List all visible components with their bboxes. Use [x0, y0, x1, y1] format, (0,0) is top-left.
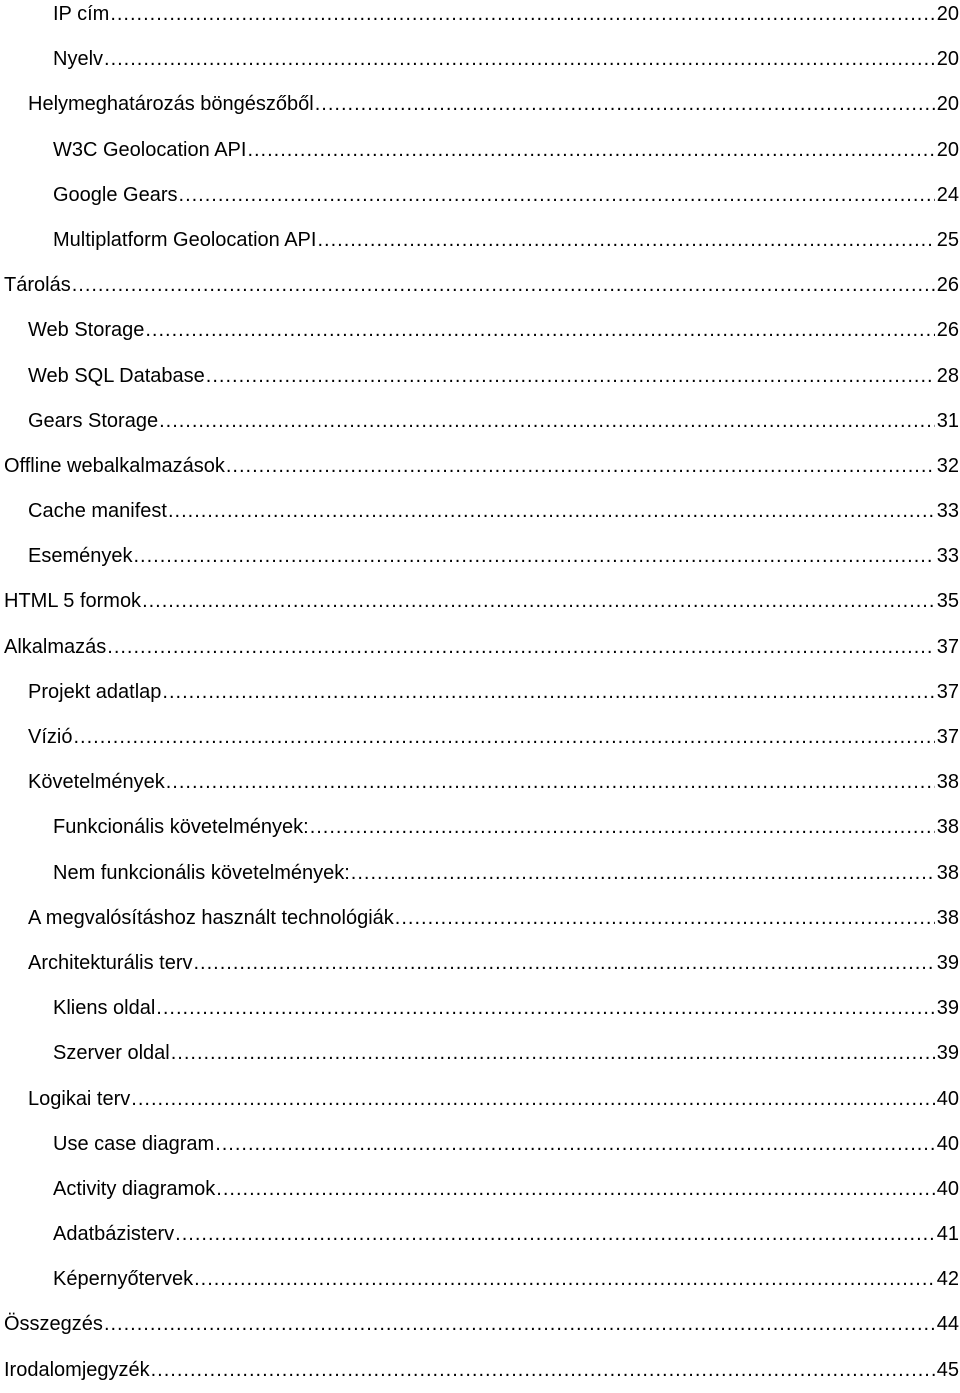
toc-entry-page: 40 — [936, 1132, 959, 1155]
toc-entry-title: Nem funkcionális követelmények: — [53, 861, 350, 884]
toc-entry-page: 45 — [936, 1358, 959, 1381]
toc-entry-page: 37 — [936, 680, 959, 703]
toc-entry[interactable] — [4, 1031, 959, 1076]
dot-leader — [162, 670, 934, 715]
toc-entry-page: 39 — [936, 951, 959, 974]
toc-entry-page: 40 — [936, 1177, 959, 1200]
dot-leader — [145, 308, 934, 353]
dot-leader — [206, 354, 935, 399]
dot-leader — [226, 444, 935, 489]
toc-entry-title: Offline webalkalmazások — [4, 454, 225, 477]
toc-entry-title: Multiplatform Geolocation API — [53, 228, 317, 251]
toc-entry-page: 44 — [936, 1313, 959, 1336]
toc-entry[interactable] — [4, 82, 959, 127]
dot-leader — [310, 805, 935, 850]
toc-entry-page: 38 — [936, 816, 959, 839]
toc-entry-title: Adatbázisterv — [53, 1223, 175, 1246]
toc-entry-title: Web SQL Database — [28, 364, 205, 387]
toc-entry[interactable] — [4, 1077, 959, 1122]
toc-entry-title: HTML 5 formok — [4, 590, 142, 613]
toc-entry-page: 26 — [936, 319, 959, 342]
toc-entry-page: 42 — [936, 1268, 959, 1291]
toc-entry-page: 20 — [936, 138, 959, 161]
toc-entry-page: 20 — [936, 48, 959, 71]
toc-entry[interactable] — [4, 308, 959, 353]
toc-entry[interactable] — [4, 534, 959, 579]
toc-entry-page: 38 — [936, 861, 959, 884]
dot-leader — [110, 0, 934, 37]
toc-entry-page: 41 — [936, 1223, 959, 1246]
toc-entry[interactable] — [4, 805, 959, 850]
dot-leader — [215, 1122, 935, 1167]
toc-entry-page: 24 — [936, 183, 959, 206]
table-of-contents — [4, 0, 959, 1393]
dot-leader — [315, 82, 935, 127]
toc-entry[interactable] — [4, 37, 959, 82]
toc-entry[interactable] — [4, 0, 959, 37]
dot-leader — [171, 1031, 935, 1076]
toc-entry[interactable] — [4, 1212, 959, 1257]
toc-entry-title: Alkalmazás — [4, 635, 107, 658]
dot-leader — [216, 1167, 934, 1212]
toc-entry-page: 28 — [936, 364, 959, 387]
dot-leader — [134, 534, 935, 579]
toc-entry-title: IP cím — [53, 3, 110, 25]
toc-entry[interactable] — [4, 354, 959, 399]
dot-leader — [104, 1302, 935, 1347]
toc-entry-page: 37 — [936, 635, 959, 658]
dot-leader — [395, 896, 935, 941]
toc-entry[interactable] — [4, 489, 959, 534]
toc-entry-page: 38 — [936, 771, 959, 794]
toc-entry-title: Gears Storage — [28, 409, 159, 432]
toc-entry-title: Use case diagram — [53, 1132, 215, 1155]
toc-entry-title: Helymeghatározás böngészőből — [28, 93, 314, 116]
toc-entry-page: 37 — [936, 726, 959, 748]
toc-entry-title: Képernyőtervek — [53, 1268, 194, 1291]
toc-entry[interactable] — [4, 1257, 959, 1302]
toc-entry-title: Kliens oldal — [53, 997, 156, 1020]
dot-leader — [175, 1212, 935, 1257]
dot-leader — [156, 986, 934, 1031]
dot-leader — [131, 1077, 934, 1122]
dot-leader — [351, 851, 935, 896]
toc-entry-title: A megvalósításhoz használt technológiák — [28, 906, 394, 929]
toc-entry-title: Google Gears — [53, 183, 178, 206]
toc-entry[interactable] — [4, 625, 959, 670]
toc-entry[interactable] — [4, 851, 959, 896]
toc-entry-title: Irodalomjegyzék — [4, 1358, 150, 1381]
dot-leader — [179, 173, 935, 218]
toc-entry[interactable] — [4, 1302, 959, 1347]
toc-entry-title: Nyelv — [53, 48, 104, 71]
toc-entry-page: 31 — [936, 409, 959, 432]
toc-entry[interactable] — [4, 579, 959, 624]
toc-entry-page: 20 — [936, 93, 959, 116]
toc-entry[interactable] — [4, 444, 959, 489]
toc-entry-title: Projekt adatlap — [28, 680, 162, 703]
toc-entry[interactable] — [4, 941, 959, 986]
dot-leader — [104, 37, 935, 82]
dot-leader — [194, 1257, 935, 1302]
toc-entry[interactable] — [4, 218, 959, 263]
toc-entry[interactable] — [4, 986, 959, 1031]
dot-leader — [166, 760, 935, 805]
toc-entry[interactable] — [4, 670, 959, 715]
toc-entry-title: Események — [28, 545, 133, 568]
toc-entry-title: Cache manifest — [28, 500, 167, 523]
dot-leader — [151, 1348, 935, 1393]
toc-entry-page: 33 — [936, 500, 959, 523]
toc-entry[interactable] — [4, 128, 959, 173]
toc-entry-title: Logikai terv — [28, 1087, 131, 1110]
dot-leader — [247, 128, 934, 173]
toc-entry-page: 25 — [936, 228, 959, 251]
toc-entry[interactable] — [4, 1122, 959, 1167]
dot-leader — [107, 625, 934, 670]
dot-leader — [194, 941, 935, 986]
toc-entry-title: W3C Geolocation API — [53, 138, 247, 161]
toc-entry[interactable] — [4, 1167, 959, 1212]
toc-entry[interactable] — [4, 1348, 959, 1393]
toc-entry-title: Összegzés — [4, 1313, 103, 1336]
dot-leader — [159, 399, 935, 444]
toc-entry-title: Architekturális terv — [28, 951, 193, 974]
toc-entry[interactable] — [4, 173, 959, 218]
toc-entry[interactable] — [4, 715, 959, 760]
toc-entry[interactable] — [4, 399, 959, 444]
toc-entry-title: Funkcionális követelmények: — [53, 816, 309, 839]
toc-entry[interactable] — [4, 896, 959, 941]
toc-entry-title: Tárolás — [4, 274, 71, 297]
toc-entry-page: 33 — [936, 545, 959, 568]
toc-entry-page: 39 — [936, 997, 959, 1020]
toc-entry-title: Web Storage — [28, 319, 145, 342]
toc-entry-title: Szerver oldal — [53, 1042, 170, 1065]
toc-entry-page: 38 — [936, 906, 959, 929]
toc-entry-page: 40 — [936, 1087, 959, 1110]
dot-leader — [142, 579, 935, 624]
toc-entry-page: 20 — [936, 3, 959, 25]
dot-leader — [73, 715, 934, 760]
toc-entry[interactable] — [4, 760, 959, 805]
toc-entry-page: 39 — [936, 1042, 959, 1065]
toc-entry-page: 26 — [936, 274, 959, 297]
toc-entry-page: 35 — [936, 590, 959, 613]
dot-leader — [317, 218, 934, 263]
dot-leader — [168, 489, 935, 534]
toc-entry-title: Követelmények — [28, 771, 165, 794]
toc-entry-page: 32 — [936, 454, 959, 477]
toc-entry-title: Vízió — [28, 726, 73, 748]
toc-entry[interactable] — [4, 263, 959, 308]
dot-leader — [72, 263, 935, 308]
toc-entry-title: Activity diagramok — [53, 1177, 216, 1200]
